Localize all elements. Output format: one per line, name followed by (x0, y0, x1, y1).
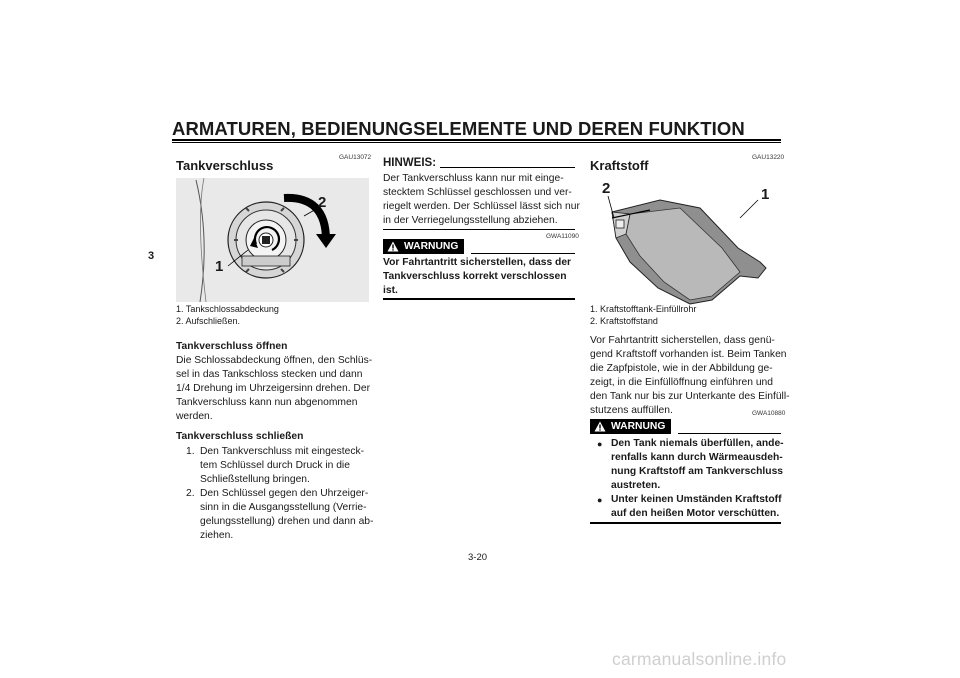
text-line: Vor Fahrtantritt sicherstellen, dass genü- (590, 335, 775, 346)
warning-code: GWA10880 (752, 410, 786, 417)
note-text: riegelt werden. Der Schlüssel lässt sich nur (383, 201, 580, 212)
figure-callout-1: 1 (215, 258, 224, 275)
bullet-text: Unter keinen Umständen Kraftstoff (611, 494, 782, 505)
figure-caption: 2. Kraftstoffstand (590, 316, 658, 326)
bullet-text: austreten. (611, 480, 661, 491)
warning-text: ist. (383, 285, 398, 296)
warning-code: GWA11090 (546, 233, 579, 240)
warning-text: Tankverschluss korrekt verschlossen (383, 271, 567, 282)
warning-rule (678, 433, 781, 434)
text-line: die Zapfpistole, wie in der Abbildung ge- (590, 363, 773, 374)
bullet-text: renfalls kann durch Wärmeausdeh- (611, 452, 783, 463)
warning-rule (471, 253, 575, 254)
figure-caption: 1. Tankschlossabdeckung (176, 304, 279, 314)
section-title: Kraftstoff (590, 158, 649, 173)
bullet-text: nung Kraftstoff am Tankverschluss (611, 466, 784, 477)
fuel-tank-figure (590, 178, 783, 306)
bullet-text: auf den heißen Motor verschütten. (611, 508, 780, 519)
text-line: werden. (176, 411, 213, 422)
warning-triangle-icon (594, 421, 606, 432)
step-text: Den Schlüssel gegen den Uhrzeiger- (200, 488, 369, 499)
warning-text: Vor Fahrtantritt sicherstellen, dass der (383, 257, 572, 268)
warning-badge (383, 239, 464, 254)
note-text: stecktem Schlüssel geschlossen und ver- (383, 187, 572, 198)
note-text: in der Verriegelungsstellung abziehen. (383, 215, 558, 226)
note-rule (440, 167, 575, 168)
section-title: Tankverschluss (176, 158, 274, 173)
note-end-rule (383, 229, 575, 230)
figure-caption: 2. Aufschließen. (176, 316, 241, 326)
step-number: 2. (186, 488, 195, 499)
note-text: Der Tankverschluss kann nur mit einge- (383, 173, 564, 184)
bullet-icon: ● (597, 439, 603, 449)
watermark: carmanualsonline.info (612, 649, 787, 669)
subheading-close: Tankverschluss schließen (176, 431, 304, 442)
warning-triangle-icon (387, 241, 399, 252)
text-line: sel in das Tankschloss stecken und dann (176, 369, 363, 380)
text-line: zeigt, in die Einfüllöffnung einführen und (590, 377, 774, 388)
text-line: Die Schlossabdeckung öffnen, den Schlüs- (176, 355, 373, 366)
text-line: gend Kraftstoff vorhanden ist. Beim Tanken (590, 349, 787, 360)
text-line: den Tank nur bis zur Unterkante des Einfüll- (590, 391, 790, 402)
warning-end-rule (590, 522, 781, 524)
step-text: Den Tankverschluss mit eingesteck- (200, 446, 365, 457)
fuel-tank-illustration (590, 178, 783, 306)
warning-badge (590, 419, 671, 434)
warning-end-rule (383, 298, 575, 300)
text-line: Tankverschluss kann nun abgenommen (176, 397, 358, 408)
header-rule-thin (172, 142, 781, 143)
bullet-icon: ● (597, 495, 603, 505)
header-rule (172, 139, 781, 141)
text-line: 1/4 Drehung im Uhrzeigersinn drehen. Der (176, 383, 371, 394)
figure-callout-2: 2 (602, 180, 611, 197)
chapter-tab: 3 (148, 250, 155, 262)
step-text: gelungsstellung) drehen und dann ab- (200, 516, 374, 527)
page-number: 3-20 (468, 552, 488, 563)
fuel-cap-figure (176, 178, 369, 302)
figure-caption: 1. Kraftstofftank-Einfüllrohr (590, 304, 697, 314)
text-line: stutzens auffüllen. (590, 405, 673, 416)
step-text: Schließstellung bringen. (200, 474, 310, 485)
section-code: GAU13072 (339, 154, 372, 161)
figure-callout-1: 1 (761, 186, 770, 203)
warning-label: WARNUNG (404, 241, 459, 252)
fuel-cap-illustration (176, 178, 369, 302)
page-title: ARMATUREN, BEDIENUNGSELEMENTE UND DEREN FUNKTION (172, 118, 745, 139)
warning-label: WARNUNG (611, 421, 666, 432)
note-label: HINWEIS: (383, 157, 437, 169)
section-code: GAU13220 (752, 154, 785, 161)
bullet-text: Den Tank niemals überfüllen, ande- (611, 438, 784, 449)
step-text: sinn in die Ausgangsstellung (Verrie- (200, 502, 367, 513)
subheading-open: Tankverschluss öffnen (176, 341, 288, 352)
step-text: ziehen. (200, 530, 234, 541)
step-number: 1. (186, 446, 195, 457)
figure-callout-2: 2 (318, 194, 327, 211)
step-text: tem Schlüssel durch Druck in die (200, 460, 350, 471)
